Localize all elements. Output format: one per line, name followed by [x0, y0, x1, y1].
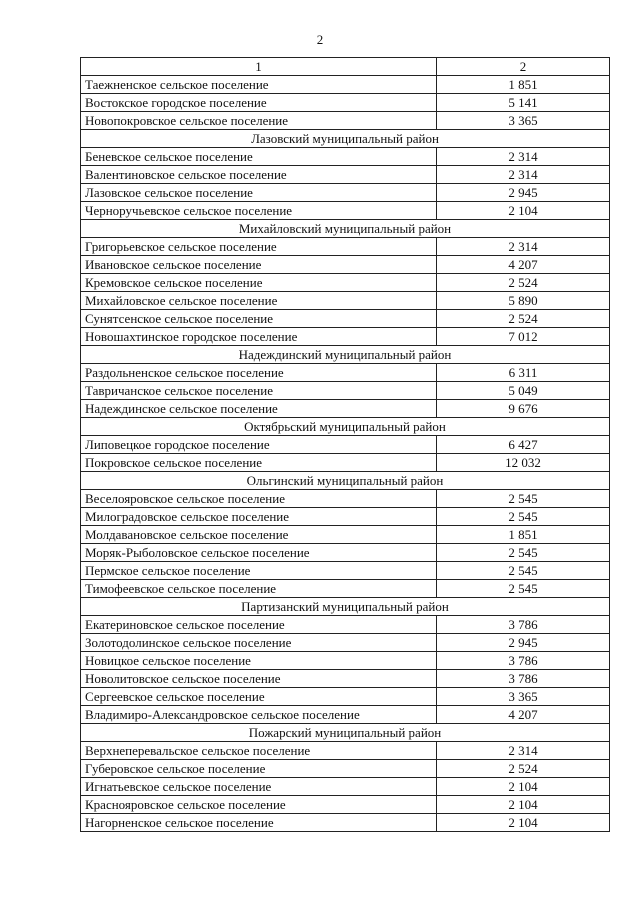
table-row	[81, 364, 610, 382]
settlement-name: Веселояровское сельское поселение	[81, 490, 437, 508]
table-row	[81, 760, 610, 778]
district-name: Октябрьский муниципальный район	[81, 418, 610, 436]
settlement-value: 4 207	[437, 256, 610, 274]
table-row	[81, 112, 610, 130]
settlement-name: Тавричанское сельское поселение	[81, 382, 437, 400]
table-row	[81, 292, 610, 310]
settlement-value: 2 314	[437, 148, 610, 166]
settlement-value: 6 427	[437, 436, 610, 454]
settlement-name: Надеждинское сельское поселение	[81, 400, 437, 418]
table-row	[81, 382, 610, 400]
settlement-value: 12 032	[437, 454, 610, 472]
table-row	[81, 688, 610, 706]
settlement-value: 1 851	[437, 526, 610, 544]
column-header-2: 2	[437, 58, 610, 76]
settlement-value: 2 524	[437, 310, 610, 328]
settlement-name: Верхнеперевальское сельское поселение	[81, 742, 437, 760]
district-header-row	[81, 130, 610, 148]
settlement-name: Лазовское сельское поселение	[81, 184, 437, 202]
settlement-name: Краснояровское сельское поселение	[81, 796, 437, 814]
settlement-value: 2 524	[437, 760, 610, 778]
settlements-table	[80, 57, 610, 832]
settlement-value: 5 890	[437, 292, 610, 310]
settlement-value: 2 314	[437, 166, 610, 184]
settlement-name: Сунятсенское сельское поселение	[81, 310, 437, 328]
settlement-name: Новошахтинское городское поселение	[81, 328, 437, 346]
table-row	[81, 526, 610, 544]
table-row	[81, 508, 610, 526]
table-row	[81, 778, 610, 796]
settlement-name: Новицкое сельское поселение	[81, 652, 437, 670]
table-row	[81, 796, 610, 814]
settlement-name: Таежненское сельское поселение	[81, 76, 437, 94]
settlement-name: Михайловское сельское поселение	[81, 292, 437, 310]
table-row	[81, 742, 610, 760]
table-row	[81, 616, 610, 634]
settlement-name: Владимиро-Александровское сельское поселение	[81, 706, 437, 724]
settlement-value: 7 012	[437, 328, 610, 346]
table-body	[81, 76, 610, 832]
settlement-name: Милоградовское сельское поселение	[81, 508, 437, 526]
district-name: Партизанский муниципальный район	[81, 598, 610, 616]
settlement-name: Тимофеевское сельское поселение	[81, 580, 437, 598]
settlement-value: 2 524	[437, 274, 610, 292]
table-row	[81, 148, 610, 166]
table-row	[81, 544, 610, 562]
table-row	[81, 670, 610, 688]
settlement-name: Кремовское сельское поселение	[81, 274, 437, 292]
table-row	[81, 562, 610, 580]
settlement-name: Сергеевское сельское поселение	[81, 688, 437, 706]
settlement-value: 5 049	[437, 382, 610, 400]
settlement-name: Золотодолинское сельское поселение	[81, 634, 437, 652]
settlement-name: Молдавановское сельское поселение	[81, 526, 437, 544]
settlement-value: 3 786	[437, 670, 610, 688]
settlement-name: Покровское сельское поселение	[81, 454, 437, 472]
settlement-value: 2 945	[437, 184, 610, 202]
settlement-value: 4 207	[437, 706, 610, 724]
settlement-value: 2 545	[437, 490, 610, 508]
table-row	[81, 814, 610, 832]
district-name: Пожарский муниципальный район	[81, 724, 610, 742]
table-row	[81, 76, 610, 94]
settlement-value: 2 314	[437, 238, 610, 256]
district-name: Ольгинский муниципальный район	[81, 472, 610, 490]
settlement-value: 2 545	[437, 544, 610, 562]
column-header-1: 1	[81, 58, 437, 76]
settlement-value: 3 786	[437, 616, 610, 634]
table-row	[81, 652, 610, 670]
table-row	[81, 490, 610, 508]
table-row	[81, 238, 610, 256]
settlement-value: 1 851	[437, 76, 610, 94]
table-row	[81, 274, 610, 292]
table-row	[81, 310, 610, 328]
settlement-name: Нагорненское сельское поселение	[81, 814, 437, 832]
table-row	[81, 202, 610, 220]
settlement-name: Валентиновское сельское поселение	[81, 166, 437, 184]
district-name: Лазовский муниципальный район	[81, 130, 610, 148]
settlement-value: 2 104	[437, 202, 610, 220]
settlement-value: 3 365	[437, 112, 610, 130]
district-header-row	[81, 724, 610, 742]
table-row	[81, 184, 610, 202]
settlement-name: Губеровское сельское поселение	[81, 760, 437, 778]
district-header-row	[81, 472, 610, 490]
district-header-row	[81, 418, 610, 436]
table-row	[81, 94, 610, 112]
table-row	[81, 706, 610, 724]
settlement-value: 2 314	[437, 742, 610, 760]
settlement-value: 5 141	[437, 94, 610, 112]
settlement-value: 2 945	[437, 634, 610, 652]
district-name: Надеждинский муниципальный район	[81, 346, 610, 364]
table-row	[81, 400, 610, 418]
settlement-name: Новолитовское сельское поселение	[81, 670, 437, 688]
district-header-row	[81, 220, 610, 238]
settlement-value: 2 104	[437, 778, 610, 796]
settlement-value: 2 104	[437, 814, 610, 832]
table-row	[81, 328, 610, 346]
table-row	[81, 256, 610, 274]
settlement-name: Игнатьевское сельское поселение	[81, 778, 437, 796]
settlement-value: 9 676	[437, 400, 610, 418]
settlement-name: Новопокровское сельское поселение	[81, 112, 437, 130]
settlement-name: Григорьевское сельское поселение	[81, 238, 437, 256]
settlement-value: 2 104	[437, 796, 610, 814]
table-row	[81, 436, 610, 454]
district-header-row	[81, 598, 610, 616]
settlement-name: Ивановское сельское поселение	[81, 256, 437, 274]
table-row	[81, 166, 610, 184]
table-header-row	[81, 58, 610, 76]
settlement-value: 6 311	[437, 364, 610, 382]
page-number: 2	[316, 32, 324, 47]
settlement-value: 3 786	[437, 652, 610, 670]
table-row	[81, 454, 610, 472]
table-row	[81, 634, 610, 652]
settlement-name: Пермское сельское поселение	[81, 562, 437, 580]
settlement-name: Беневское сельское поселение	[81, 148, 437, 166]
settlement-name: Липовецкое городское поселение	[81, 436, 437, 454]
district-name: Михайловский муниципальный район	[81, 220, 610, 238]
settlement-name: Моряк-Рыболовское сельское поселение	[81, 544, 437, 562]
table-row	[81, 580, 610, 598]
settlement-name: Востокское городское поселение	[81, 94, 437, 112]
settlement-value: 2 545	[437, 508, 610, 526]
settlement-value: 3 365	[437, 688, 610, 706]
settlement-name: Раздольненское сельское поселение	[81, 364, 437, 382]
settlement-name: Черноручьевское сельское поселение	[81, 202, 437, 220]
district-header-row	[81, 346, 610, 364]
settlement-value: 2 545	[437, 562, 610, 580]
settlement-value: 2 545	[437, 580, 610, 598]
settlement-name: Екатериновское сельское поселение	[81, 616, 437, 634]
